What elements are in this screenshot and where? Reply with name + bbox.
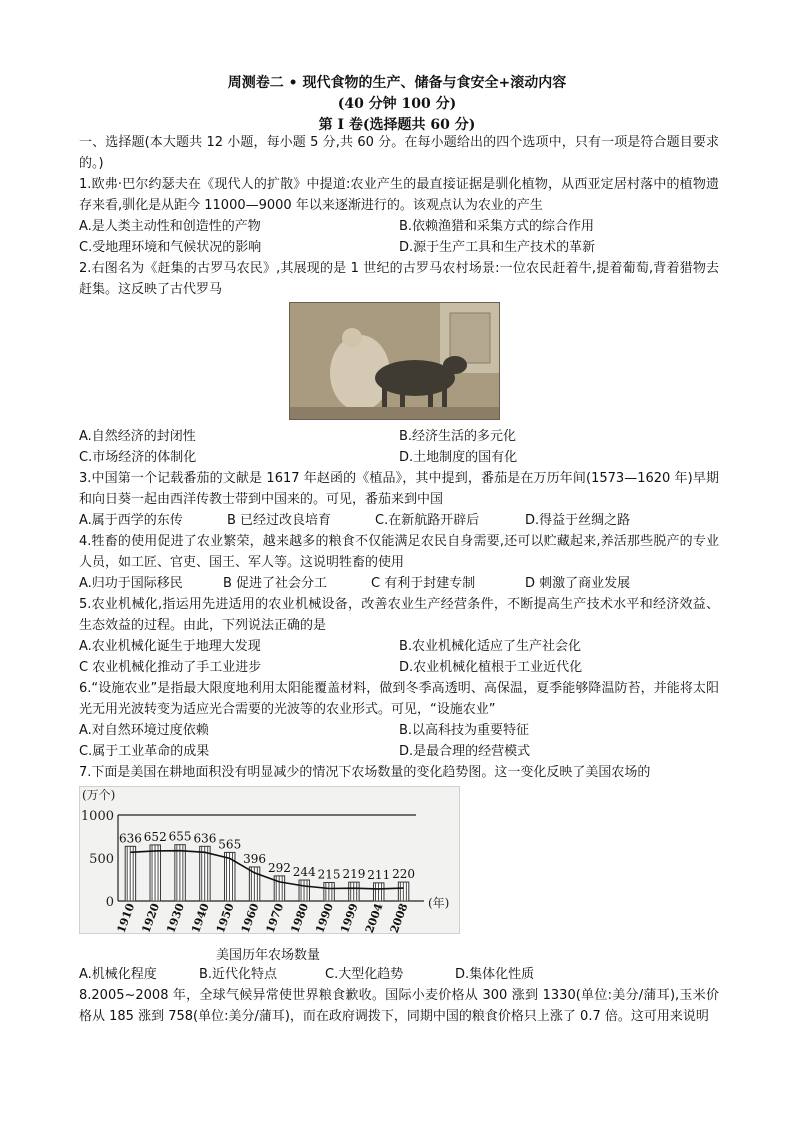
x-tick-label: 1940 [189, 901, 212, 933]
q1-options-row2 [79, 237, 719, 258]
q6-options-row1 [79, 720, 719, 741]
y-tick-label: 0 [105, 895, 114, 910]
x-tick-label: 2004 [362, 901, 386, 933]
q6-option-c[interactable]: C.属于工业革命的成果 [79, 744, 210, 759]
q5-option-c[interactable]: C 农业机械化推动了手工业进步 [79, 660, 262, 675]
x-tick-label: 1990 [313, 901, 336, 933]
instructions: 一、选择题(本大题共 12 小题，每小题 5 分,共 60 分。在每小题给出的四个选项中，只有一项是符合题目要求的。) [79, 135, 719, 171]
q3-option-d[interactable]: D.得益于丝绸之路 [525, 513, 631, 528]
section-title: 第 I 卷(选择题共 60 分) [318, 117, 476, 133]
q3-options [79, 510, 719, 531]
data-label: 565 [218, 837, 242, 852]
q5-stem: 5.农业机械化,指运用先进适用的农业机械设备，改善农业生产经营条件，不断提高生产技术水平和经济效益、生态效益的过程。由此，下列说法正确的是 [79, 597, 719, 633]
data-label: 211 [367, 867, 391, 882]
x-tick-label: 1910 [114, 901, 138, 933]
q7-options [79, 964, 719, 985]
x-tick-label: 1920 [139, 901, 163, 933]
x-axis-label: (年) [428, 896, 450, 910]
q2-option-a[interactable]: A.自然经济的封闭性 [79, 429, 196, 444]
x-tick-label: 1950 [213, 901, 237, 933]
farm-count-chart-svg [80, 787, 459, 933]
x-tick-label: 1999 [338, 901, 361, 933]
q7-option-d[interactable]: D.集体化性质 [455, 967, 535, 982]
q7-stem: 7.下面是美国在耕地面积没有明显减少的情况下农场数量的变化趋势图。这一变化反映了美国农场的 [79, 765, 651, 780]
q6-options-row2 [79, 741, 719, 762]
y-tick-label: 1000 [80, 809, 114, 824]
q4-option-b[interactable]: B 促进了社会分工 [223, 576, 328, 591]
q6-option-b[interactable]: B.以高科技为重要特征 [399, 723, 530, 738]
q2-option-b[interactable]: B.经济生活的多元化 [399, 429, 517, 444]
q2-option-d[interactable]: D.土地制度的国有化 [399, 450, 518, 465]
q4-option-a[interactable]: A.归功于国际移民 [79, 576, 183, 591]
q4-options [79, 573, 719, 594]
q7-option-b[interactable]: B.近代化特点 [199, 967, 278, 982]
q1-option-b[interactable]: B.依赖渔猎和采集方式的综合作用 [399, 219, 595, 234]
q2-options-row1 [79, 426, 719, 447]
x-tick-label: 1930 [164, 901, 187, 933]
q6-option-a[interactable]: A.对自然环境过度依赖 [79, 723, 209, 738]
data-label: 636 [193, 831, 217, 846]
q3-stem: 3.中国第一个记载番茄的文献是 1617 年赵函的《植品》，其中提到，番茄是在万历年间(1573—1620 年)早期和向日葵一起由西洋传教士带到中国来的。可见，番茄来到中国 [79, 471, 719, 507]
q4-option-d[interactable]: D 刺激了商业发展 [525, 576, 631, 591]
q5-option-d[interactable]: D.农业机械化植根于工业近代化 [399, 660, 583, 675]
x-tick-label: 1970 [263, 901, 287, 933]
data-label: 220 [392, 867, 416, 882]
exam-time: (40 分钟 100 分) [337, 96, 457, 112]
data-label: 396 [243, 851, 267, 866]
question-body [79, 132, 719, 783]
q5-options-row2 [79, 657, 719, 678]
y-tick-label: 500 [89, 852, 114, 867]
after-chart-body [79, 964, 719, 1027]
data-label: 219 [342, 867, 366, 882]
q1-options-row1 [79, 216, 719, 237]
q4-stem: 4.牲畜的使用促进了农业繁荣，越来越多的粮食不仅能满足农民自身需要,还可以贮藏起来,养活那些脱产的专业人员，如工匠、官吏、国王、军人等。这说明牲畜的使用 [79, 534, 719, 570]
q1-option-d[interactable]: D.源于生产工具和生产技术的革新 [399, 240, 596, 255]
data-label: 244 [292, 865, 316, 880]
y-axis-label: (万个) [82, 788, 116, 802]
x-tick-label: 1960 [238, 901, 262, 933]
q5-options-row1 [79, 636, 719, 657]
q6-stem: 6.“设施农业”是指最大限度地利用太阳能覆盖材料，做到冬季高透明、高保温，夏季能够降温防苔，并能将太阳光无用光波转变为适应光合需要的光波等的农业形式。可见，“设施农业” [79, 681, 719, 717]
q6-option-d[interactable]: D.是最合理的经营模式 [399, 744, 531, 759]
q8-stem: 8.2005~2008 年，全球气候异常使世界粮食歉收。国际小麦价格从 300 涨到 1330(单位:美分/蒲耳),玉米价格从 185 涨到 758(单位:美分/蒲耳)，而在政府调拨下，同期中国的粮食价格只上涨了 0.7 倍。这可用来说明 [79, 988, 719, 1024]
x-tick-label: 2008 [387, 901, 411, 933]
q7-option-c[interactable]: C.大型化趋势 [325, 967, 404, 982]
q4-option-c[interactable]: C 有利于封建专制 [371, 576, 476, 591]
q3-option-a[interactable]: A.属于西学的东传 [79, 513, 183, 528]
q1-option-c[interactable]: C.受地理环境和气候状况的影响 [79, 240, 262, 255]
data-label: 292 [267, 860, 291, 875]
q5-option-a[interactable]: A.农业机械化诞生于地理大发现 [79, 639, 261, 654]
q2-options-row2 [79, 447, 719, 468]
data-label: 655 [168, 829, 192, 844]
q3-option-c[interactable]: C.在新航路开辟后 [375, 513, 480, 528]
q2-stem: 2.右图名为《赶集的古罗马农民》,其展现的是 1 世纪的古罗马农村场景:一位农民赶着牛,提着葡萄,背着猎物去赶集。这反映了古代罗马 [79, 261, 719, 297]
page-title: 周测卷二 • 现代食物的生产、储备与食安全+滚动内容 [227, 75, 567, 91]
data-label: 636 [118, 831, 142, 846]
data-label: 215 [317, 867, 341, 882]
q1-option-a[interactable]: A.是人类主动性和创造性的产物 [79, 219, 261, 234]
roman-farmer-relief-image [289, 302, 500, 420]
data-label: 652 [143, 829, 167, 844]
chart-caption: 美国历年农场数量 [216, 948, 321, 963]
farm-count-chart [79, 786, 460, 934]
q5-option-b[interactable]: B.农业机械化适应了生产社会化 [399, 639, 582, 654]
x-tick-label: 1980 [288, 901, 312, 933]
q7-option-a[interactable]: A.机械化程度 [79, 967, 157, 982]
q2-option-c[interactable]: C.市场经济的体制化 [79, 450, 197, 465]
q1-stem: 1.欧弗·巴尔约瑟夫在《现代人的扩散》中提道:农业产生的最直接证据是驯化植物，从西亚定居村落中的植物遗存来看,驯化是从距今 11000—9000 年以来逐渐进行的。该观点认为农业的产生 [79, 177, 719, 213]
q3-option-b[interactable]: B 已经过改良培育 [227, 513, 332, 528]
